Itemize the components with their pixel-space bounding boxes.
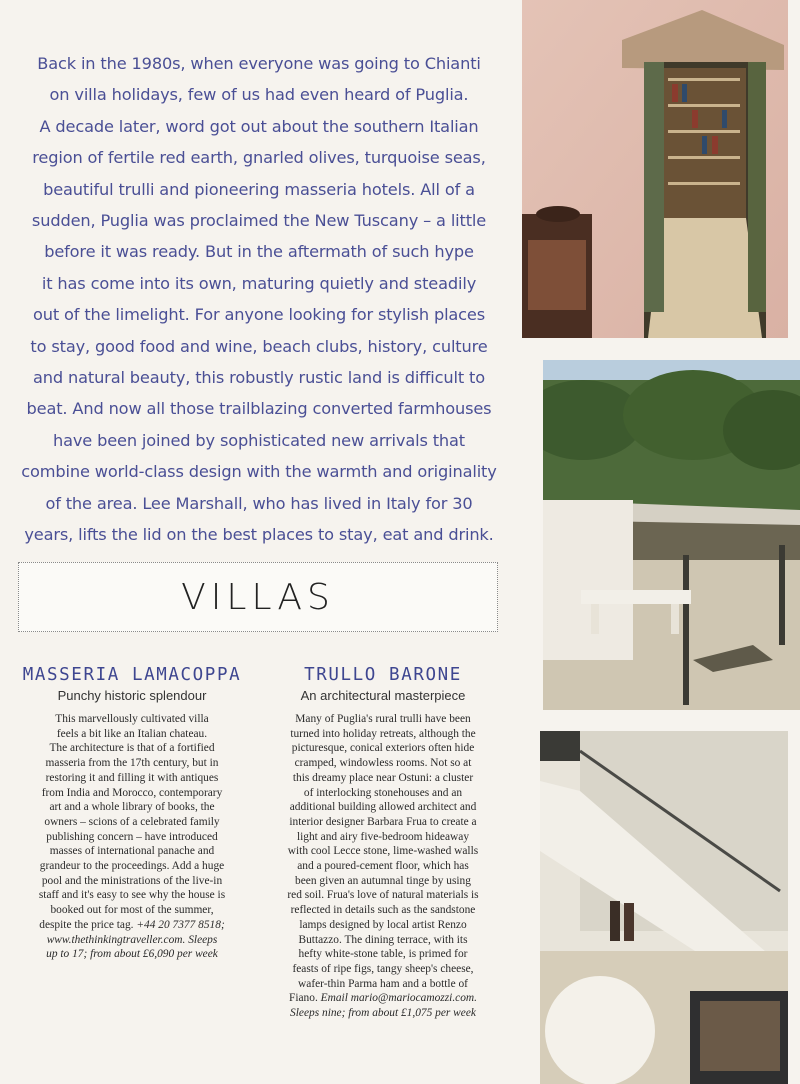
body-line <box>262 991 504 1006</box>
trullo-subtitle: An architectural masterpiece <box>300 688 466 703</box>
masseria-body <box>18 712 246 962</box>
masseria-phone: +44 20 7377 8518; <box>136 918 225 931</box>
intro-line: before it was ready. But in the aftermath of such hype <box>44 242 474 262</box>
trullo-body <box>262 712 504 1021</box>
trullo-contact-line: Sleeps nine; from about £1,075 per week <box>290 1007 476 1020</box>
body-line: picturesque, conical exteriors often hide <box>291 742 475 755</box>
body-line: turned into holiday retreats, although the <box>290 727 476 740</box>
masseria-contact-line: up to 17; from about £6,090 per week <box>46 948 218 961</box>
body-line: hefty white-stone table, is primed for <box>298 948 468 961</box>
intro-line: Back in the 1980s, when everyone was going to Chianti <box>37 54 481 73</box>
body-line: Many of Puglia's rural trulli have been <box>295 713 471 725</box>
intro-paragraph <box>8 48 510 551</box>
body-line: publishing concern – have introduced <box>46 830 218 843</box>
masseria-contact-line: www.thethinkingtraveller.com. Sleeps <box>46 933 218 946</box>
masseria-lamacoppa-column <box>18 664 246 962</box>
body-line-text: despite the price tag. <box>39 918 134 931</box>
body-line: restoring it and filling it with antiques <box>45 771 219 784</box>
masseria-subtitle: Punchy historic splendour <box>57 688 207 703</box>
section-header-box <box>18 562 498 632</box>
body-line-text: Fiano. <box>289 992 318 1005</box>
body-line: masses of international panache and <box>49 845 215 858</box>
intro-line: years, lifts the lid on the best places to stay, eat and drink. <box>24 525 494 545</box>
photo-white-staircase <box>540 731 788 1084</box>
body-line: feasts of ripe figs, tangy sheep's cheese, <box>292 962 474 975</box>
photo-doorway-library <box>522 0 788 338</box>
body-line: Buttazzo. The dining terrace, with its <box>298 933 468 946</box>
body-line: additional building allowed architect and <box>289 801 477 814</box>
intro-line: beautiful trulli and pioneering masseria hotels. All of a <box>43 179 475 199</box>
body-line: light and airy five-bedroom hideaway <box>296 830 470 843</box>
intro-line: to stay, good food and wine, beach clubs, history, culture <box>30 336 488 356</box>
body-line: of interlocking stonehouses and an <box>303 786 463 799</box>
intro-line: have been joined by sophisticated new arrivals that <box>52 430 466 450</box>
body-line: wafer-thin Parma ham and a bottle of <box>298 977 468 990</box>
body-line: owners – scions of a celebrated family <box>44 815 220 828</box>
intro-line: beat. And now all those trailblazing converted farmhouses <box>26 399 492 419</box>
body-line: reflected in details such as the sandstone <box>290 904 476 917</box>
body-line: with cool Lecce stone, lime-washed walls <box>287 845 479 858</box>
photo-pergola-terrace <box>543 360 800 710</box>
intro-line: of the area. Lee Marshall, who has lived in Italy for 30 <box>45 493 473 513</box>
body-line: booked out for most of the summer, <box>50 904 214 917</box>
body-line: lamps designed by local artist Renzo <box>299 918 467 931</box>
body-line: The architecture is that of a fortified <box>49 742 215 755</box>
body-line: art and a whole library of books, the <box>49 801 215 814</box>
intro-line: on villa holidays, few of us had even heard of Puglia. <box>49 85 469 105</box>
intro-line: it has come into its own, maturing quietly and steadily <box>41 273 477 293</box>
masseria-title: MASSERIA LAMACOPPA <box>22 665 242 685</box>
intro-line: out of the limelight. For anyone looking for stylish places <box>32 305 486 325</box>
body-line: feels a bit like an Italian chateau. <box>56 727 208 740</box>
body-line: grandeur to the proceedings. Add a huge <box>39 860 225 873</box>
intro-line: combine world-class design with the warmth and originality <box>21 462 497 482</box>
section-title: VILLAS <box>181 576 335 618</box>
body-line: been given an autumnal tinge by using <box>295 874 471 887</box>
trullo-email: Email mario@mariocamozzi.com. <box>320 992 477 1005</box>
body-line: from India and Morocco, contemporary <box>41 786 223 799</box>
body-line: red soil. Frua's love of natural materials is <box>287 889 479 902</box>
trullo-barone-column <box>262 664 504 1021</box>
intro-line: and natural beauty, this robustly rustic land is difficult to <box>33 368 485 388</box>
intro-line: sudden, Puglia was proclaimed the New Tuscany – a little <box>31 211 487 231</box>
body-line <box>18 918 246 933</box>
intro-line: A decade later, word got out about the southern Italian <box>39 116 479 136</box>
intro-line: region of fertile red earth, gnarled olives, turquoise seas, <box>32 148 486 168</box>
body-line: interior designer Barbara Frua to create a <box>289 815 477 828</box>
body-line: and a poured-cement floor, which has <box>297 860 469 873</box>
body-line: staff and it's easy to see why the house is <box>38 889 226 902</box>
body-line: masseria from the 17th century, but in <box>45 757 219 770</box>
trullo-title: TRULLO BARONE <box>304 665 462 685</box>
body-line: This marvellously cultivated villa <box>55 713 209 725</box>
body-line: pool and the ministrations of the live-in <box>41 874 223 887</box>
body-line: this dreamy place near Ostuni: a cluster <box>292 771 474 784</box>
body-line: cramped, windowless rooms. Not so at <box>294 757 472 770</box>
